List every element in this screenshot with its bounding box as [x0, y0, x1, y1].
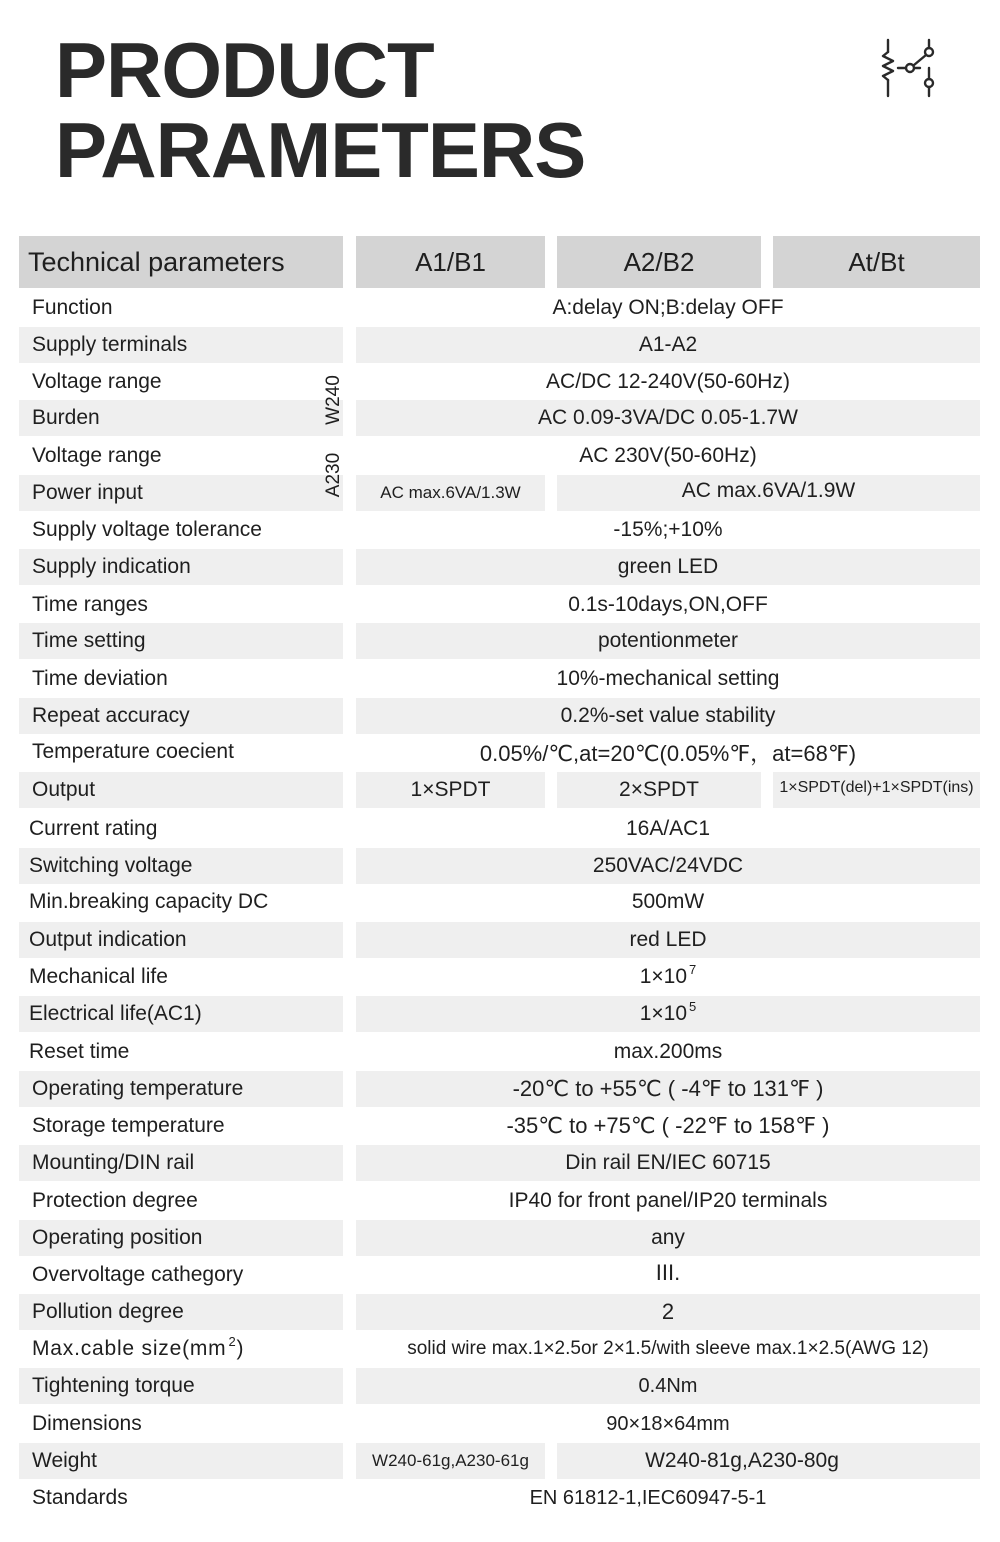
row-protection-degree: Protection degree IP40 for front panel/IP20 terminals — [32, 1189, 828, 1212]
mechanical-life-exponent: 7 — [689, 961, 697, 977]
row-time-deviation: Time deviation 10%-mechanical setting — [32, 667, 780, 690]
group-label-a230: A230 — [323, 452, 344, 497]
row-dimensions: Dimensions 90×18×64mm — [32, 1412, 730, 1435]
relay-contact-icon — [876, 38, 942, 100]
power-input-a1b1: AC max.6VA/1.3W — [380, 483, 521, 502]
weight-a2b2-atbt: W240-81g,A230-80g — [645, 1449, 839, 1472]
row-voltage-range-w240: Voltage range AC/DC 12-240V(50-60Hz) — [32, 370, 790, 393]
page-title — [55, 26, 755, 194]
output-a1b1: 1×SPDT — [410, 778, 491, 801]
title-line-1: PRODUCT — [55, 26, 434, 114]
row-reset-time: Reset time max.200ms — [29, 1040, 723, 1063]
title-line-2: PARAMETERS — [55, 106, 586, 194]
row-mechanical-life: Mechanical life 1×10 $^7$ — [29, 961, 697, 988]
mechanical-life-value: 1×10 — [639, 965, 688, 988]
row-storage-temperature: Storage temperature -35℃ to +75℃ ( -22℉ to 158℉ ) — [32, 1113, 830, 1138]
row-min-breaking-capacity: Min.breaking capacity DC 500mW — [29, 890, 705, 913]
row-current-rating: Current rating 16A/AC1 — [29, 817, 711, 840]
row-output-indication: Output indication red LED — [0, 922, 1000, 958]
row-overvoltage-category: Overvoltage cathegory III. — [32, 1260, 681, 1286]
row-power-input: Power input AC max.6VA/1.3W AC max.6VA/1.9W — [0, 475, 1000, 511]
row-supply-voltage-tolerance: Supply voltage tolerance -15%;+10% — [32, 518, 723, 541]
header-a2-b2: A2/B2 — [557, 236, 761, 288]
row-switching-voltage: Switching voltage 250VAC/24VDC — [0, 848, 1000, 884]
row-mounting: Mounting/DIN rail Din rail EN/IEC 60715 — [0, 1145, 1000, 1181]
output-a2b2: 2×SPDT — [619, 778, 699, 801]
row-voltage-range-a230: Voltage range AC 230V(50-60Hz) — [32, 444, 757, 467]
row-supply-terminals: Supply terminals A1-A2 — [0, 327, 1000, 363]
group-label-w240: W240 — [323, 375, 345, 425]
row-operating-temperature: Operating temperature -20℃ to +55℃ ( -4℉ to 131℉ ) — [0, 1071, 1000, 1107]
row-operating-position: Operating position any — [0, 1220, 1000, 1256]
header-at-bt: At/Bt — [773, 236, 980, 288]
electrical-life-value: 1×10 — [639, 1002, 688, 1025]
row-weight: Weight W240-61g,A230-61g W240-81g,A230-80g — [0, 1443, 1000, 1479]
row-electrical-life: Electrical life(AC1) 1×10 $^5$ — [0, 996, 1000, 1032]
header-a1-b1: A1/B1 — [356, 236, 545, 288]
row-max-cable-size: Max.cable size(mm $^2$ ) solid wire max.1×2.5or 2×1.5/with sleeve max.1×2.5(AWG 12) — [32, 1333, 929, 1360]
row-repeat-accuracy: Repeat accuracy 0.2%-set value stability — [0, 698, 1000, 734]
row-output: Output 1×SPDT 2×SPDT 1×SPDT(del)+1×SPDT(ins) — [0, 772, 1000, 808]
header-technical-parameters: Technical parameters — [19, 236, 343, 288]
row-burden: Burden AC 0.09-3VA/DC 0.05-1.7W — [0, 400, 1000, 436]
row-time-ranges: Time ranges 0.1s-10days,ON,OFF — [32, 593, 768, 616]
row-time-setting: Time setting potentionmeter — [0, 623, 1000, 659]
power-input-a2b2-atbt: AC max.6VA/1.9W — [681, 479, 856, 502]
row-standards: Standards EN 61812-1,IEC60947-5-1 — [32, 1486, 767, 1509]
row-temperature-coefficient: Temperature coecient 0.05%/℃,at=20℃(0.05%℉，at=68℉) — [32, 740, 857, 766]
row-function: Function A:delay ON;B:delay OFF — [32, 296, 784, 319]
electrical-life-exponent: 5 — [689, 998, 697, 1014]
row-pollution-degree: Pollution degree 2 — [0, 1294, 1000, 1330]
row-tightening-torque: Tightening torque 0.4Nm — [0, 1368, 1000, 1404]
weight-a1b1: W240-61g,A230-61g — [372, 1451, 529, 1470]
output-atbt: 1×SPDT(del)+1×SPDT(ins) — [779, 779, 974, 796]
row-supply-indication: Supply indication green LED — [0, 549, 1000, 585]
